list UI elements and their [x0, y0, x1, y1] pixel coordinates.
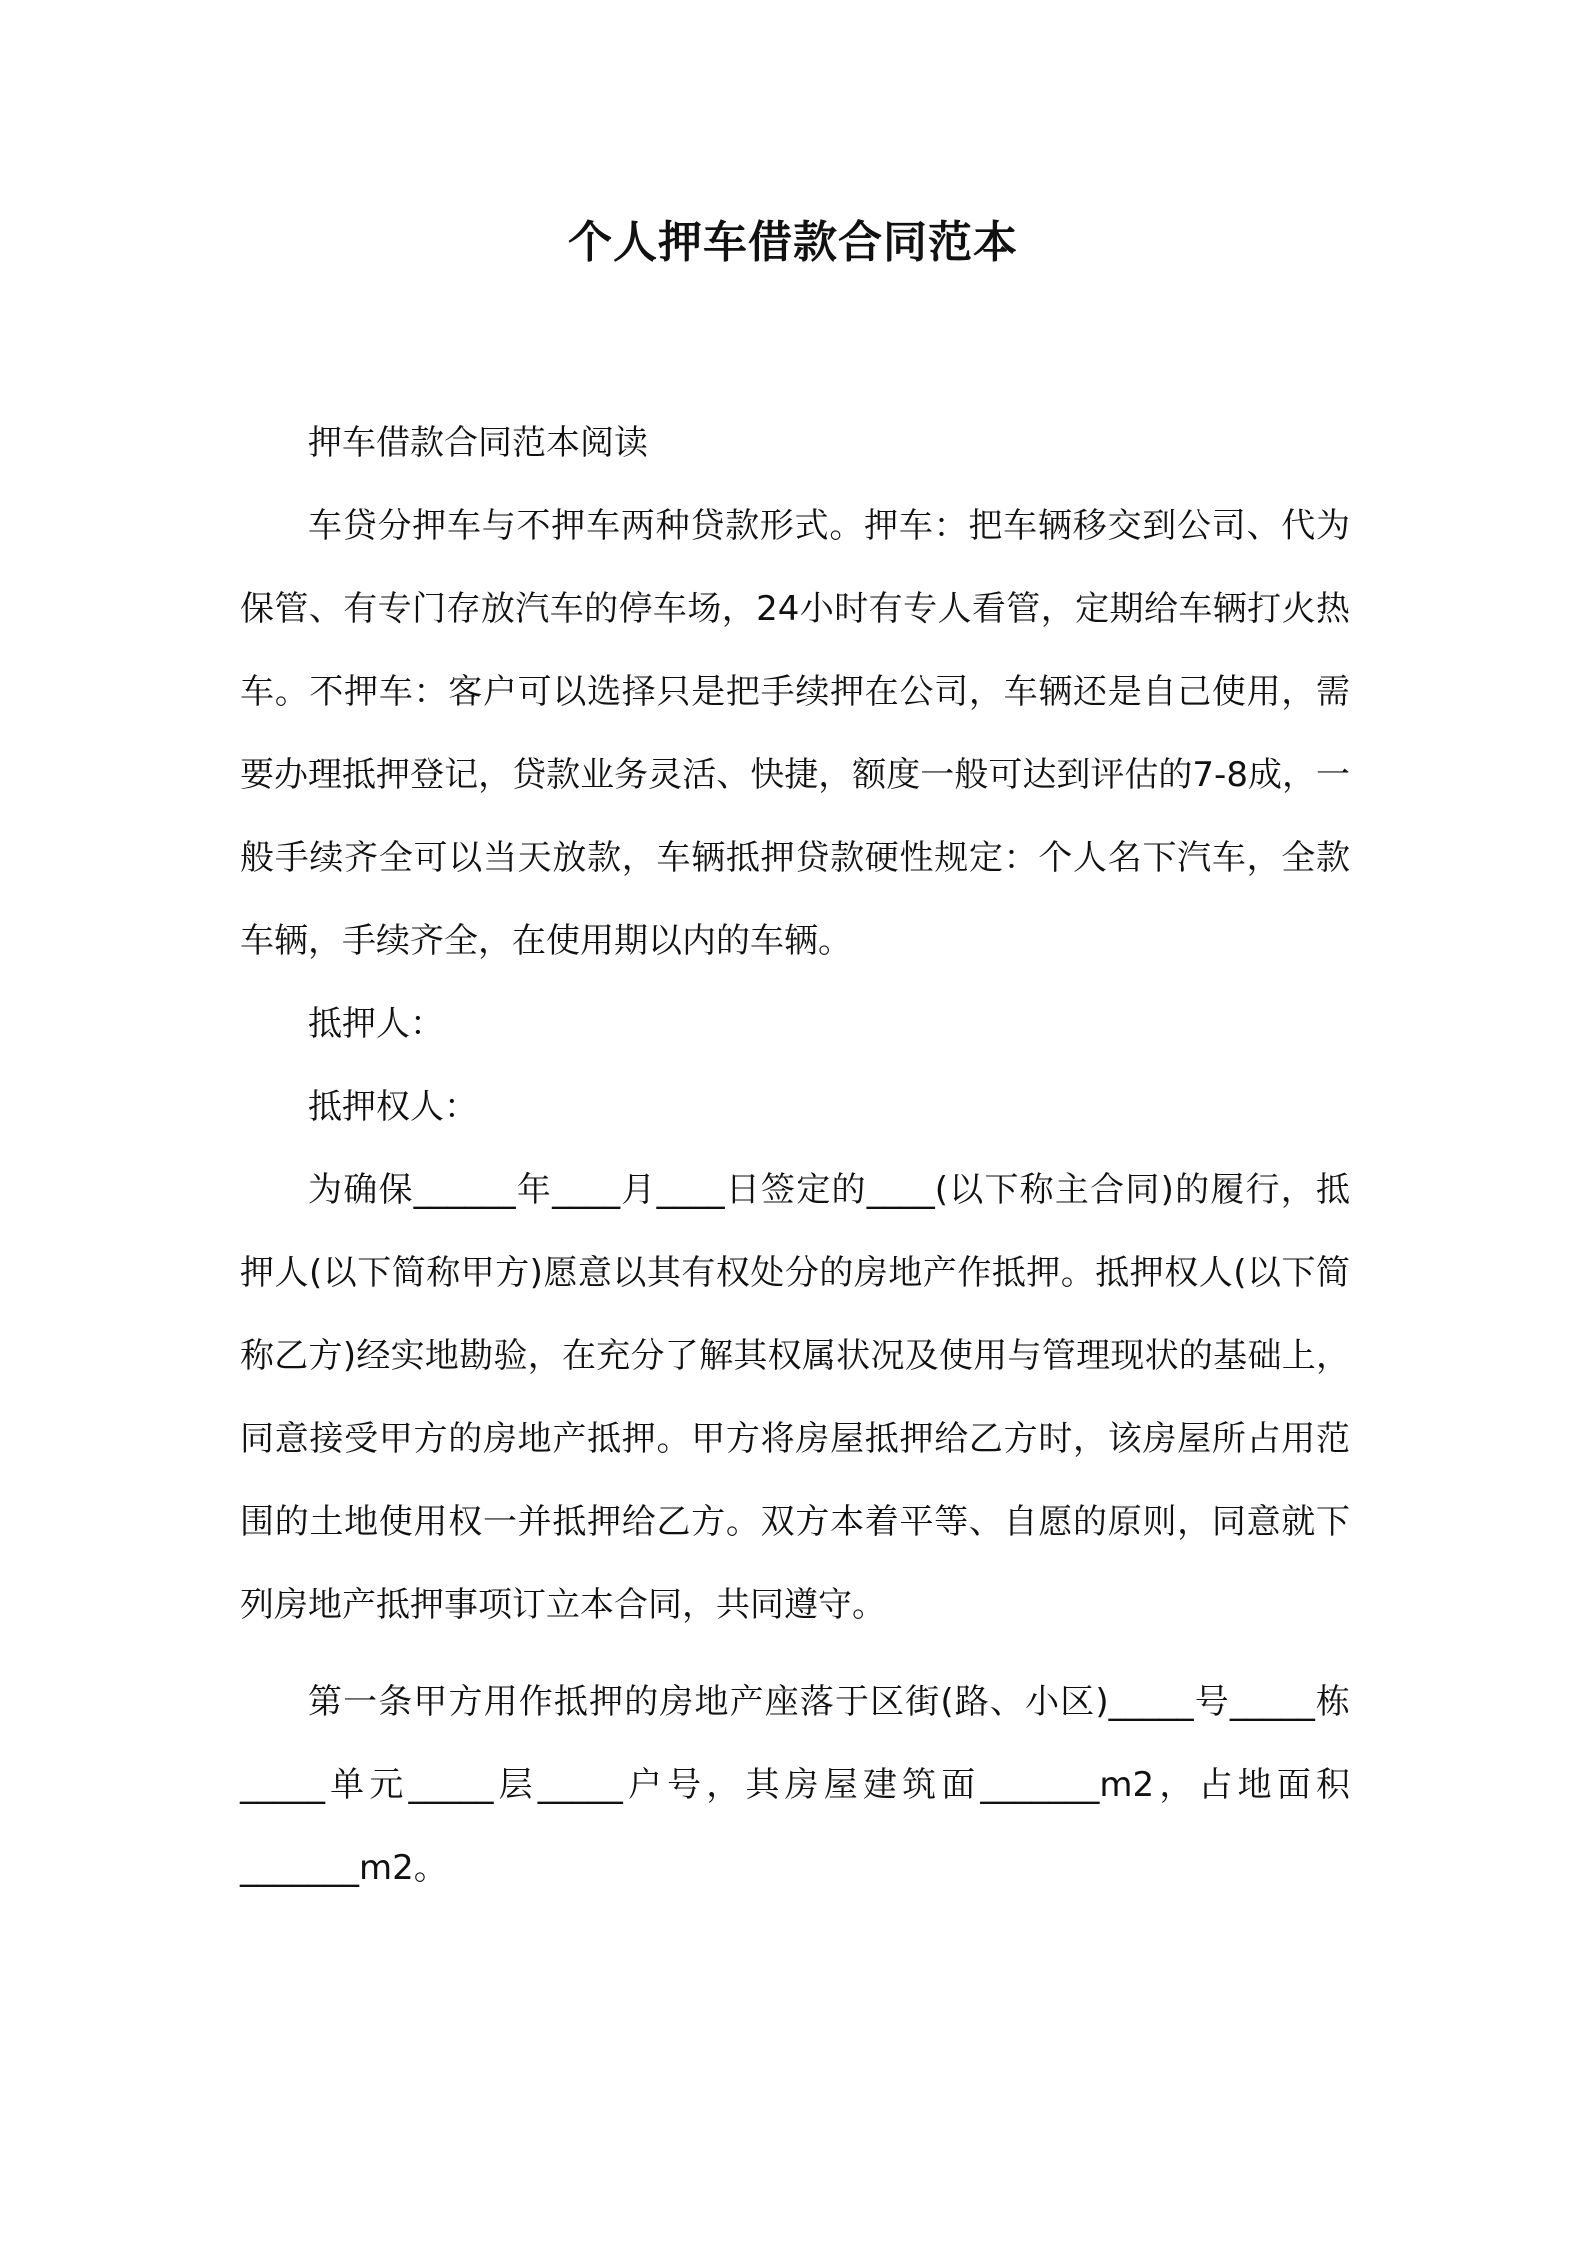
- paragraph-loan-types: 车贷分押车与不押车两种贷款形式。押车：把车辆移交到公司、代为保管、有专门存放汽车的停车场，24小时有专人看管，定期给车辆打火热车。不押车：客户可以选择只是把手续押在公司，车辆还是自己使用，需要办理抵押登记，贷款业务灵活、快捷，额度一般可达到评估的7-8成，一般手续齐全可以当天放款，车辆抵押贷款硬性规定：个人名下汽车，全款车辆，手续齐全，在使用期以内的车辆。: [240, 506, 1350, 961]
- document-body: [240, 402, 1350, 1910]
- paragraph-article-one: 第一条甲方用作抵押的房地产座落于区街(路、小区)_____号_____栋_____单元_____层_____户号，其房屋建筑面_______m2，占地面积_______m2。: [240, 1682, 1350, 1888]
- paragraph-reading-heading: 押车借款合同范本阅读: [308, 423, 648, 463]
- document-title: 个人押车借款合同范本: [568, 217, 1018, 268]
- paragraph-mortgagor: 抵押人：: [308, 1004, 444, 1044]
- paragraph-contract-purpose: 为确保______年____月____日签定的____(以下称主合同)的履行，抵押人(以下简称甲方)愿意以其有权处分的房地产作抵押。抵押权人(以下简称乙方)经实地勘验，在充分了解其权属状况及使用与管理现状的基础上，同意接受甲方的房地产抵押。甲方将房屋抵押给乙方时，该房屋所占用范围的土地使用权一并抵押给乙方。双方本着平等、自愿的原则，同意就下列房地产抵押事项订立本合同，共同遵守。: [240, 1170, 1350, 1625]
- paragraph-mortgagee: 抵押权人：: [308, 1087, 478, 1127]
